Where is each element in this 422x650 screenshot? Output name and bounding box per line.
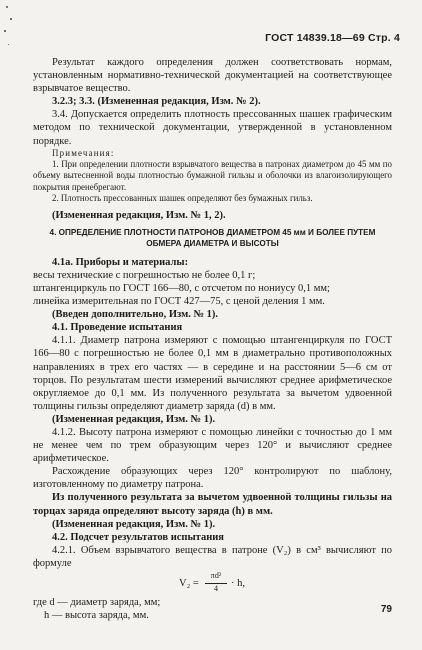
list-item: весы технические с погрешностью не более 0,1 г; xyxy=(33,269,256,281)
page-header: ГОСТ 14839.18—69 Стр. 4 xyxy=(265,32,400,44)
variable-definition: h — высота заряда, мм. xyxy=(44,610,149,622)
volume-formula xyxy=(33,572,392,596)
scan-speck xyxy=(8,44,9,45)
paragraph: 4.1.2. Высоту патрона измеряют с помощью линейки с точностью до 1 мм не менее чем по трем образующим через 120° и вычисляют среднее арифметическое. xyxy=(33,427,392,465)
variable-definition: где d — диаметр заряда, мм; xyxy=(33,597,161,609)
list-item: штангенциркуль по ГОСТ 166—80, с отсчетом по нониусу 0,1 мм; xyxy=(33,282,330,294)
section-heading: 4. ОПРЕДЕЛЕНИЕ ПЛОТНОСТИ ПАТРОНОВ ДИАМЕТРОМ 45 мм И БОЛЕЕ ПУТЕМ ОБМЕРА ДИАМЕТРА И ВЫСОТЫ xyxy=(49,227,376,249)
scan-speck xyxy=(10,18,12,20)
note-item: 2. Плотность прессованных шашек определяют без бумажных гильз. xyxy=(52,193,313,204)
subsection-heading: 4.1а. Приборы и материалы: xyxy=(52,256,189,268)
list-item: линейка измерительная по ГОСТ 427—75, с ценой деления 1 мм. xyxy=(33,296,325,308)
amendment-note: (Измененная редакция, Изм. № 1, 2). xyxy=(52,209,226,221)
amendment-note: 3.2.3; 3.3. (Измененная редакция, Изм. № 2). xyxy=(52,96,261,108)
subsection-heading: 4.2. Подсчет результатов испытания xyxy=(52,531,224,543)
paragraph: 3.4. Допускается определить плотность прессованных шашек графическим методом по технической документации, утвержденной в установленном порядке. xyxy=(33,109,392,147)
notes-heading: Примечания: xyxy=(52,147,115,158)
amendment-note: (Введен дополнительно, Изм. № 1). xyxy=(52,309,219,321)
amendment-note: (Измененная редакция, Изм. № 1). xyxy=(52,413,216,425)
page-body xyxy=(33,56,392,622)
scan-speck xyxy=(4,30,6,32)
formula-denominator: 4 xyxy=(214,584,218,594)
page-number: 79 xyxy=(380,604,392,615)
paragraph: 4.2.1. Объем взрывчатого вещества в патроне (V₂) в см³ вычисляют по формуле xyxy=(33,544,392,569)
scan-speck xyxy=(6,6,8,8)
paragraph: Расхождение образующих через 120° контролируют по шаблону, изготовленному по диаметру патрона. xyxy=(33,466,392,491)
paragraph-bold: Из полученного результата за вычетом удвоенной толщины гильзы на торцах заряда определяют высоту заряда (h) в мм. xyxy=(33,492,392,517)
paragraph: 4.1.1. Диаметр патрона измеряют с помощью штангенциркуля по ГОСТ 166—80 с погрешностью не более 0,1 мм в диаметрально противоположных направлениях в трех его частях — в середине и на расстоянии 5—6 см от торцов. По результатам шести измерений вычисляют среднее арифметическое округляемое до 0,1 мм. Из полученного результата за вычетом удвоенной толщины гильзы определяют диаметр заряда (d) в мм. xyxy=(33,335,392,412)
amendment-note: (Измененная редакция, Изм. № 1). xyxy=(52,518,216,530)
formula-numerator: πd² xyxy=(210,571,222,581)
note-item: 1. При определении плотности взрывчатого вещества в патронах диаметром до 45 мм по объему вытесненной воды плотностью бумажной гильзы и оболочки из влагоизолирующего покрытия пренебрегают. xyxy=(33,159,392,192)
formula-lhs: V₂ = xyxy=(179,578,199,590)
formula-rhs: · h, xyxy=(231,578,245,590)
subsection-heading: 4.1. Проведение испытания xyxy=(52,322,183,334)
paragraph: Результат каждого определения должен соответствовать нормам, установленным нормативно-технической документацией на соответствующее взрывчатое вещество. xyxy=(33,57,392,95)
